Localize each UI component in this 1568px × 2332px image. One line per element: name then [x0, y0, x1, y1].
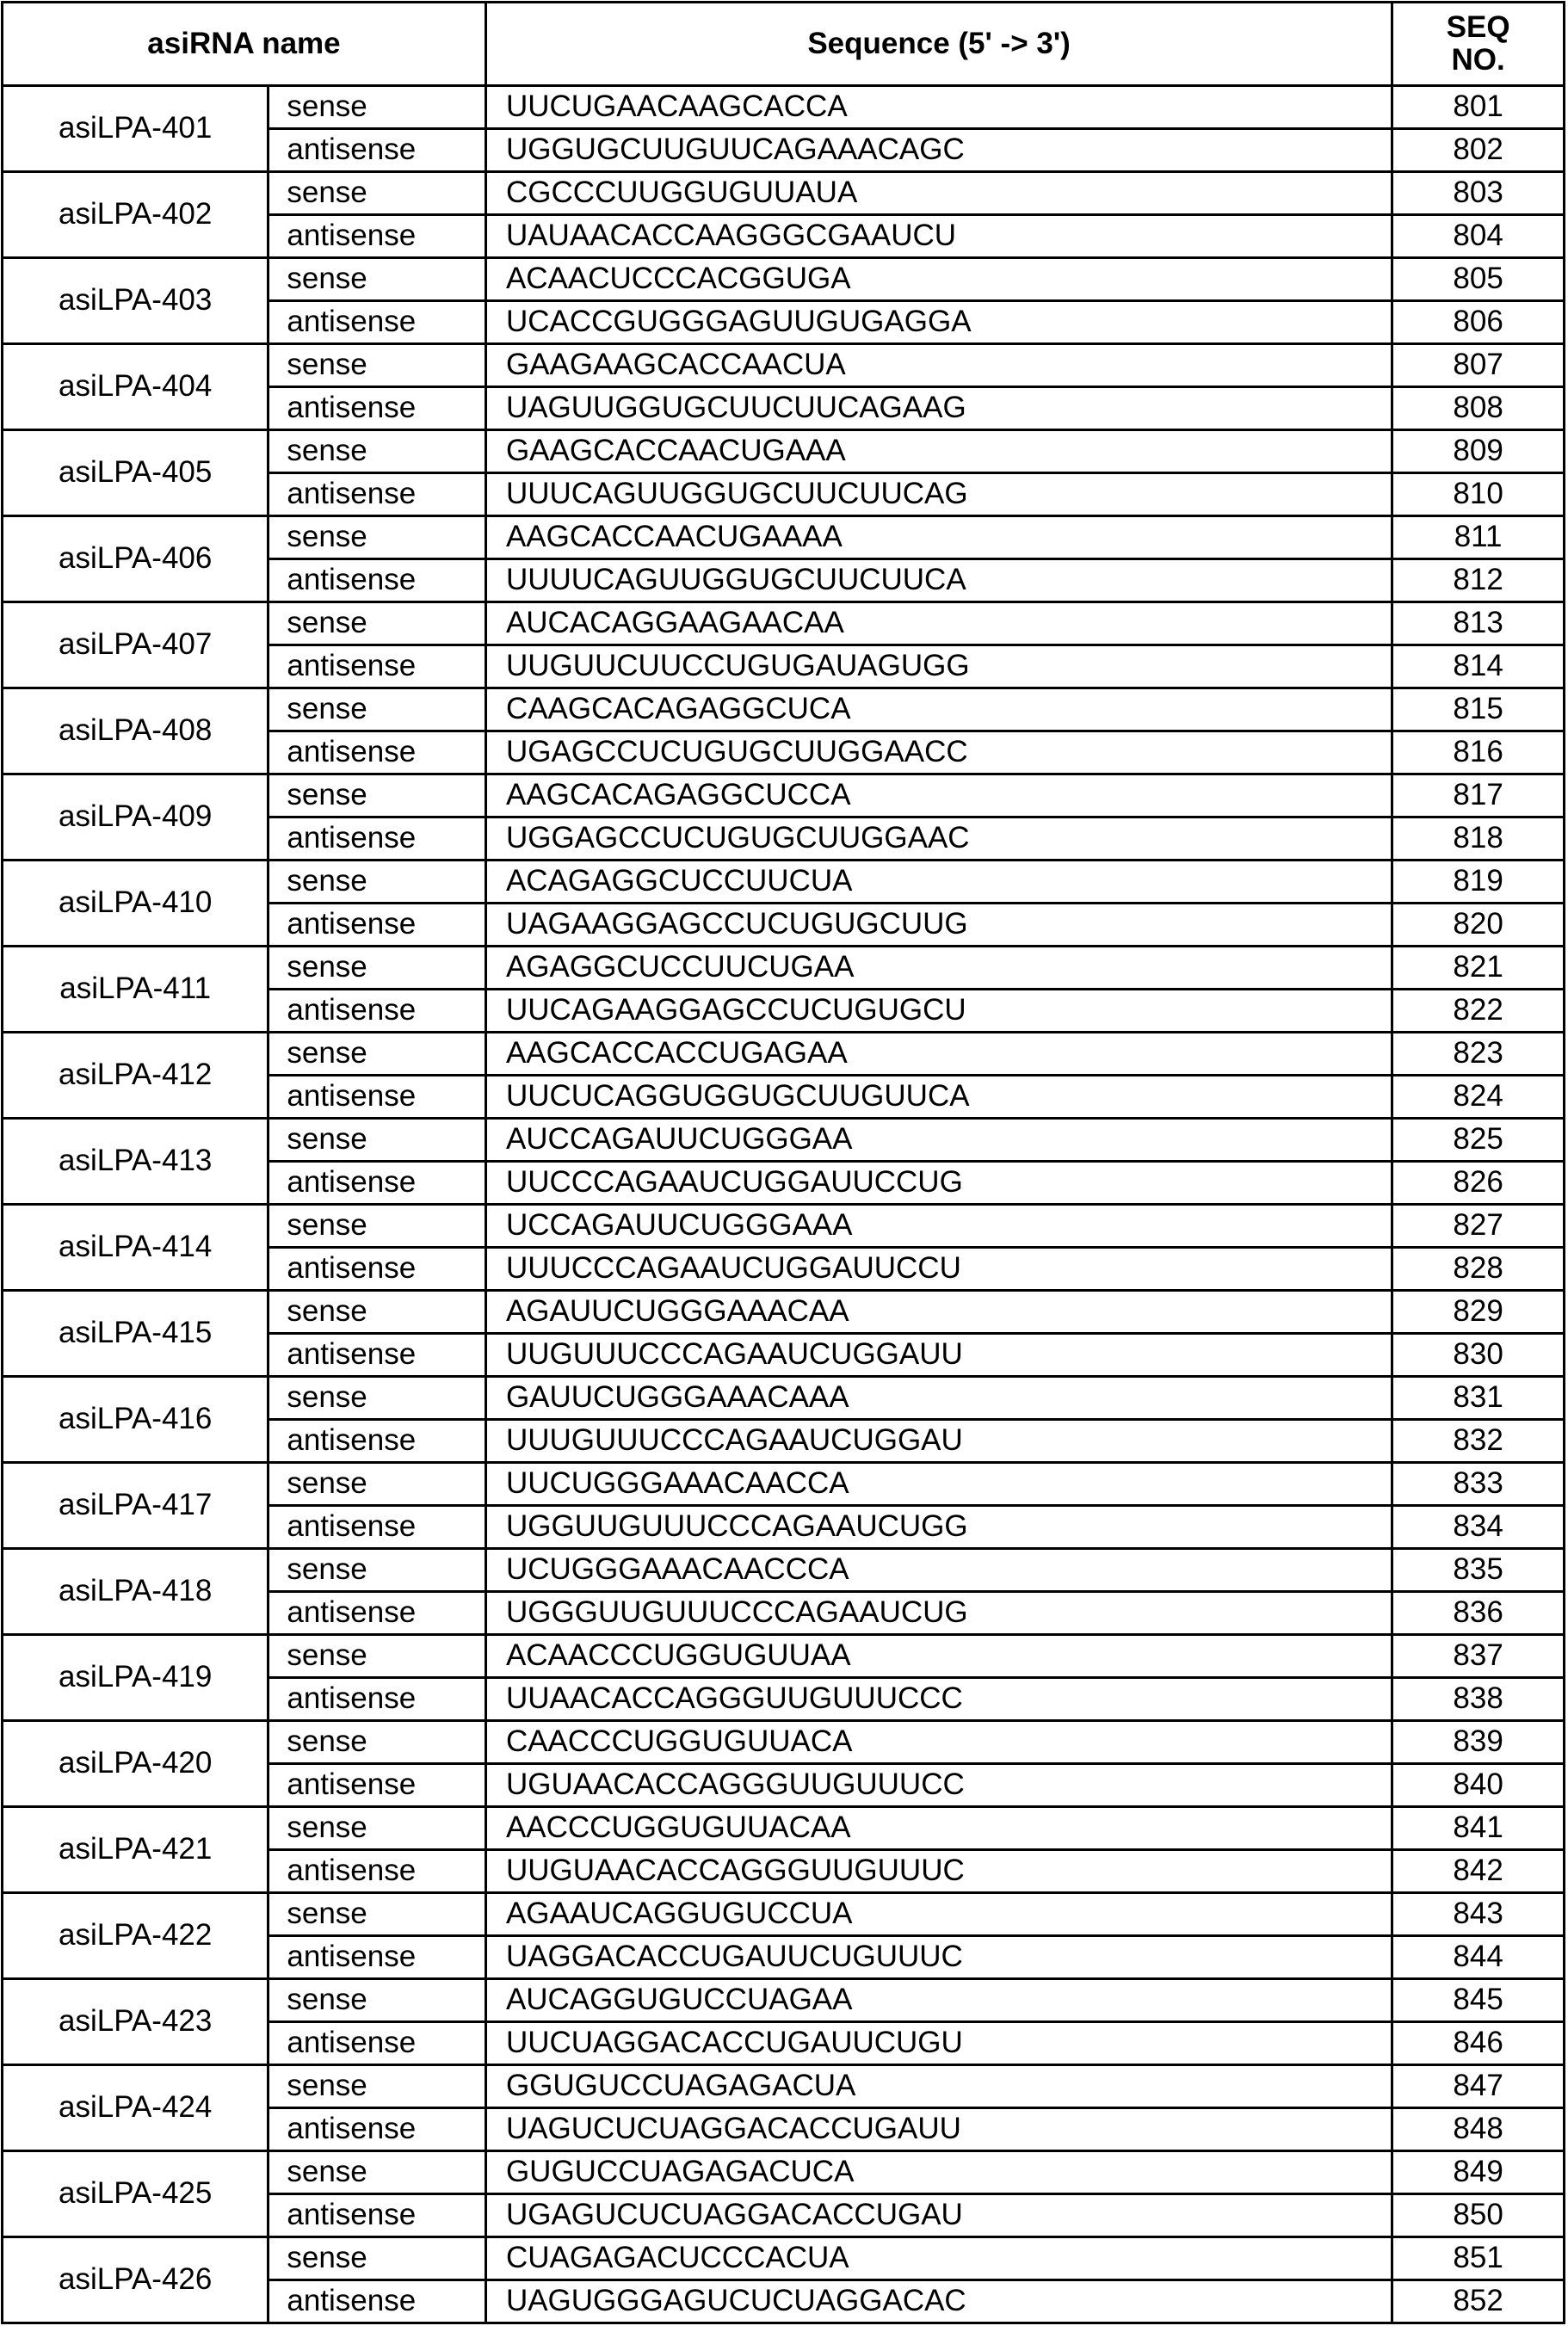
seq-no: 842 — [1392, 1850, 1565, 1893]
strand-label: antisense — [269, 215, 486, 258]
asirna-name: asiLPA-416 — [3, 1377, 269, 1463]
strand-label: antisense — [269, 2194, 486, 2237]
seq-no: 803 — [1392, 172, 1565, 215]
antisense-sequence: UUAACACCAGGGUUGUUUCCC — [485, 1678, 1392, 1721]
sense-sequence: AAGCACAGAGGCUCCA — [485, 774, 1392, 817]
seq-no: 802 — [1392, 129, 1565, 172]
asirna-name: asiLPA-417 — [3, 1463, 269, 1549]
strand-label: antisense — [269, 2280, 486, 2323]
header-asirna-name: asiRNA name — [3, 3, 486, 86]
seq-no: 811 — [1392, 516, 1565, 559]
table-row-sense — [3, 1721, 1565, 1764]
strand-label: antisense — [269, 473, 486, 516]
strand-label: antisense — [269, 1076, 486, 1119]
strand-label: sense — [269, 1807, 486, 1850]
asirna-name: asiLPA-415 — [3, 1291, 269, 1377]
asirna-name: asiLPA-404 — [3, 344, 269, 430]
seq-no: 841 — [1392, 1807, 1565, 1850]
seq-no: 813 — [1392, 602, 1565, 645]
asirna-name: asiLPA-422 — [3, 1893, 269, 1979]
sense-sequence: AGAUUCUGGGAAACAA — [485, 1291, 1392, 1334]
antisense-sequence: UUUUCAGUUGGUGCUUCUUCA — [485, 559, 1392, 602]
antisense-sequence: UUUCCCAGAAUCUGGAUUCCU — [485, 1248, 1392, 1291]
header-seq-no — [1392, 3, 1565, 86]
table-row-sense — [3, 1291, 1565, 1334]
table-row-sense — [3, 2151, 1565, 2194]
strand-label: antisense — [269, 645, 486, 688]
strand-label: antisense — [269, 301, 486, 344]
sense-sequence: UUCUGGGAAACAACCA — [485, 1463, 1392, 1506]
antisense-sequence: UUCUAGGACACCUGAUUCUGU — [485, 2022, 1392, 2065]
strand-label: antisense — [269, 2108, 486, 2151]
seq-no: 819 — [1392, 861, 1565, 904]
seq-no: 840 — [1392, 1764, 1565, 1807]
antisense-sequence: UUCCCAGAAUCUGGAUUCCUG — [485, 1162, 1392, 1205]
table-row-sense — [3, 1119, 1565, 1162]
sense-sequence: CUAGAGACUCCCACUA — [485, 2237, 1392, 2280]
asirna-name: asiLPA-406 — [3, 516, 269, 602]
asirna-name: asiLPA-409 — [3, 774, 269, 861]
strand-label: antisense — [269, 1936, 486, 1979]
strand-label: sense — [269, 344, 486, 387]
antisense-sequence: UAGGACACCUGAUUCUGUUUC — [485, 1936, 1392, 1979]
seq-no: 838 — [1392, 1678, 1565, 1721]
strand-label: sense — [269, 1119, 486, 1162]
strand-label: sense — [269, 1979, 486, 2022]
antisense-sequence: UAUAACACCAAGGGCGAAUCU — [485, 215, 1392, 258]
table-row-sense — [3, 1205, 1565, 1248]
seq-no: 810 — [1392, 473, 1565, 516]
seq-no: 833 — [1392, 1463, 1565, 1506]
antisense-sequence: UGGUUGUUUCCCAGAAUCUGG — [485, 1506, 1392, 1549]
sense-sequence: ACAACUCCCACGGUGA — [485, 258, 1392, 301]
asirna-name: asiLPA-426 — [3, 2237, 269, 2323]
seq-no: 839 — [1392, 1721, 1565, 1764]
seq-no: 820 — [1392, 904, 1565, 947]
antisense-sequence: UUGUUCUUCCUGUGAUAGUGG — [485, 645, 1392, 688]
seq-no: 831 — [1392, 1377, 1565, 1420]
antisense-sequence: UUCAGAAGGAGCCUCUGUGCU — [485, 990, 1392, 1033]
sense-sequence: UCCAGAUUCUGGGAAA — [485, 1205, 1392, 1248]
asirna-name: asiLPA-407 — [3, 602, 269, 688]
strand-label: sense — [269, 1033, 486, 1076]
sense-sequence: AAGCACCACCUGAGAA — [485, 1033, 1392, 1076]
antisense-sequence: UUGUUUCCCAGAAUCUGGAUU — [485, 1334, 1392, 1377]
sense-sequence: CAAGCACAGAGGCUCA — [485, 688, 1392, 731]
sense-sequence: UCUGGGAAACAACCCA — [485, 1549, 1392, 1592]
seq-no: 851 — [1392, 2237, 1565, 2280]
strand-label: antisense — [269, 129, 486, 172]
strand-label: sense — [269, 430, 486, 473]
antisense-sequence: UGGUGCUUGUUCAGAAACAGC — [485, 129, 1392, 172]
strand-label: antisense — [269, 387, 486, 430]
asirna-name: asiLPA-423 — [3, 1979, 269, 2065]
strand-label: sense — [269, 258, 486, 301]
header-row — [3, 3, 1565, 86]
table-row-sense — [3, 1033, 1565, 1076]
asirna-name: asiLPA-401 — [3, 86, 269, 172]
strand-label: sense — [269, 1893, 486, 1936]
sense-sequence: GAAGCACCAACUGAAA — [485, 430, 1392, 473]
antisense-sequence: UAGAAGGAGCCUCUGUGCUUG — [485, 904, 1392, 947]
table-row-sense — [3, 516, 1565, 559]
asirna-name: asiLPA-425 — [3, 2151, 269, 2237]
seq-no: 849 — [1392, 2151, 1565, 2194]
antisense-sequence: UUUGUUUCCCAGAAUCUGGAU — [485, 1420, 1392, 1463]
table-row-sense — [3, 1463, 1565, 1506]
strand-label: sense — [269, 1721, 486, 1764]
table-row-sense — [3, 344, 1565, 387]
table-row-sense — [3, 1893, 1565, 1936]
strand-label: sense — [269, 1205, 486, 1248]
strand-label: sense — [269, 1549, 486, 1592]
asirna-name: asiLPA-408 — [3, 688, 269, 774]
strand-label: sense — [269, 86, 486, 129]
antisense-sequence: UGAGUCUCUAGGACACCUGAU — [485, 2194, 1392, 2237]
antisense-sequence: UUGUAACACCAGGGUUGUUUC — [485, 1850, 1392, 1893]
seq-no: 801 — [1392, 86, 1565, 129]
table-row-sense — [3, 86, 1565, 129]
seq-no: 812 — [1392, 559, 1565, 602]
table-row-sense — [3, 2065, 1565, 2108]
sense-sequence: AAGCACCAACUGAAAA — [485, 516, 1392, 559]
seq-no: 815 — [1392, 688, 1565, 731]
seq-no: 804 — [1392, 215, 1565, 258]
sense-sequence: GUGUCCUAGAGACUCA — [485, 2151, 1392, 2194]
asirna-name: asiLPA-405 — [3, 430, 269, 516]
seq-no: 814 — [1392, 645, 1565, 688]
sense-sequence: ACAGAGGCUCCUUCUA — [485, 861, 1392, 904]
strand-label: sense — [269, 688, 486, 731]
table-row-sense — [3, 1807, 1565, 1850]
seq-no: 822 — [1392, 990, 1565, 1033]
strand-label: sense — [269, 516, 486, 559]
table-row-sense — [3, 258, 1565, 301]
asirna-name: asiLPA-403 — [3, 258, 269, 344]
strand-label: sense — [269, 1291, 486, 1334]
sense-sequence: AUCAGGUGUCCUAGAA — [485, 1979, 1392, 2022]
seq-no: 845 — [1392, 1979, 1565, 2022]
table-row-sense — [3, 947, 1565, 990]
strand-label: sense — [269, 774, 486, 817]
strand-label: antisense — [269, 1334, 486, 1377]
seq-no: 828 — [1392, 1248, 1565, 1291]
strand-label: antisense — [269, 2022, 486, 2065]
strand-label: antisense — [269, 817, 486, 861]
table-row-sense — [3, 430, 1565, 473]
table-row-sense — [3, 2237, 1565, 2280]
seq-no: 835 — [1392, 1549, 1565, 1592]
sense-sequence: GAUUCUGGGAAACAAA — [485, 1377, 1392, 1420]
seq-no: 825 — [1392, 1119, 1565, 1162]
strand-label: antisense — [269, 1592, 486, 1635]
strand-label: antisense — [269, 1850, 486, 1893]
seq-no: 827 — [1392, 1205, 1565, 1248]
strand-label: sense — [269, 947, 486, 990]
strand-label: sense — [269, 1635, 486, 1678]
seq-no: 850 — [1392, 2194, 1565, 2237]
seq-no: 832 — [1392, 1420, 1565, 1463]
table-row-sense — [3, 1549, 1565, 1592]
table-row-sense — [3, 172, 1565, 215]
table-row-sense — [3, 1635, 1565, 1678]
antisense-sequence: UGUAACACCAGGGUUGUUUCC — [485, 1764, 1392, 1807]
table-row-sense — [3, 1979, 1565, 2022]
strand-label: sense — [269, 861, 486, 904]
sense-sequence: CAACCCUGGUGUUACA — [485, 1721, 1392, 1764]
table-row-sense — [3, 1377, 1565, 1420]
strand-label: sense — [269, 2065, 486, 2108]
strand-label: sense — [269, 1377, 486, 1420]
seq-no: 805 — [1392, 258, 1565, 301]
asirna-name: asiLPA-421 — [3, 1807, 269, 1893]
seq-no: 847 — [1392, 2065, 1565, 2108]
seq-no: 834 — [1392, 1506, 1565, 1549]
antisense-sequence: UUCUCAGGUGGUGCUUGUUCA — [485, 1076, 1392, 1119]
sense-sequence: CGCCCUUGGUGUUAUA — [485, 172, 1392, 215]
asirna-name: asiLPA-414 — [3, 1205, 269, 1291]
strand-label: antisense — [269, 1162, 486, 1205]
seq-no: 824 — [1392, 1076, 1565, 1119]
seq-no: 808 — [1392, 387, 1565, 430]
antisense-sequence: UGGAGCCUCUGUGCUUGGAAC — [485, 817, 1392, 861]
seq-no: 852 — [1392, 2280, 1565, 2323]
table-row-sense — [3, 774, 1565, 817]
seq-no: 826 — [1392, 1162, 1565, 1205]
seq-no: 823 — [1392, 1033, 1565, 1076]
strand-label: antisense — [269, 990, 486, 1033]
asirna-sequence-table — [1, 1, 1565, 2324]
asirna-name: asiLPA-424 — [3, 2065, 269, 2151]
antisense-sequence: UAGUUGGUGCUUCUUCAGAAG — [485, 387, 1392, 430]
seq-no: 846 — [1392, 2022, 1565, 2065]
strand-label: sense — [269, 602, 486, 645]
asirna-name: asiLPA-420 — [3, 1721, 269, 1807]
sense-sequence: AUCACAGGAAGAACAA — [485, 602, 1392, 645]
strand-label: antisense — [269, 1420, 486, 1463]
seq-no: 806 — [1392, 301, 1565, 344]
sense-sequence: GGUGUCCUAGAGACUA — [485, 2065, 1392, 2108]
antisense-sequence: UAGUCUCUAGGACACCUGAUU — [485, 2108, 1392, 2151]
sense-sequence: AGAGGCUCCUUCUGAA — [485, 947, 1392, 990]
asirna-name: asiLPA-402 — [3, 172, 269, 258]
sense-sequence: ACAACCCUGGUGUUAA — [485, 1635, 1392, 1678]
sense-sequence: AGAAUCAGGUGUCCUA — [485, 1893, 1392, 1936]
asirna-name: asiLPA-410 — [3, 861, 269, 947]
table-row-sense — [3, 602, 1565, 645]
seq-no: 816 — [1392, 731, 1565, 774]
seq-no: 830 — [1392, 1334, 1565, 1377]
seq-no: 836 — [1392, 1592, 1565, 1635]
seq-no: 817 — [1392, 774, 1565, 817]
header-sequence: Sequence (5' -> 3') — [485, 3, 1392, 86]
strand-label: antisense — [269, 1764, 486, 1807]
seq-no: 848 — [1392, 2108, 1565, 2151]
strand-label: sense — [269, 2151, 486, 2194]
seq-no: 837 — [1392, 1635, 1565, 1678]
antisense-sequence: UUUCAGUUGGUGCUUCUUCAG — [485, 473, 1392, 516]
seq-no: 807 — [1392, 344, 1565, 387]
seq-no: 829 — [1392, 1291, 1565, 1334]
strand-label: sense — [269, 172, 486, 215]
seq-no: 809 — [1392, 430, 1565, 473]
antisense-sequence: UAGUGGGAGUCUCUAGGACAC — [485, 2280, 1392, 2323]
sense-sequence: AACCCUGGUGUUACAA — [485, 1807, 1392, 1850]
seq-no: 818 — [1392, 817, 1565, 861]
strand-label: sense — [269, 2237, 486, 2280]
strand-label: antisense — [269, 559, 486, 602]
asirna-name: asiLPA-419 — [3, 1635, 269, 1721]
strand-label: antisense — [269, 904, 486, 947]
antisense-sequence: UCACCGUGGGAGUUGUGAGGA — [485, 301, 1392, 344]
table-row-sense — [3, 861, 1565, 904]
antisense-sequence: UGGGUUGUUUCCCAGAAUCUG — [485, 1592, 1392, 1635]
seq-no: 821 — [1392, 947, 1565, 990]
table-row-sense — [3, 688, 1565, 731]
sense-sequence: GAAGAAGCACCAACUA — [485, 344, 1392, 387]
asirna-name: asiLPA-418 — [3, 1549, 269, 1635]
asirna-name: asiLPA-413 — [3, 1119, 269, 1205]
header-seq-no-label: SEQ NO. — [1440, 11, 1517, 77]
strand-label: antisense — [269, 731, 486, 774]
seq-no: 843 — [1392, 1893, 1565, 1936]
strand-label: antisense — [269, 1248, 486, 1291]
asirna-name: asiLPA-411 — [3, 947, 269, 1033]
sense-sequence: AUCCAGAUUCUGGGAA — [485, 1119, 1392, 1162]
antisense-sequence: UGAGCCUCUGUGCUUGGAACC — [485, 731, 1392, 774]
strand-label: antisense — [269, 1506, 486, 1549]
strand-label: antisense — [269, 1678, 486, 1721]
strand-label: sense — [269, 1463, 486, 1506]
seq-no: 844 — [1392, 1936, 1565, 1979]
table-body — [3, 86, 1565, 2323]
asirna-name: asiLPA-412 — [3, 1033, 269, 1119]
sense-sequence: UUCUGAACAAGCACCA — [485, 86, 1392, 129]
